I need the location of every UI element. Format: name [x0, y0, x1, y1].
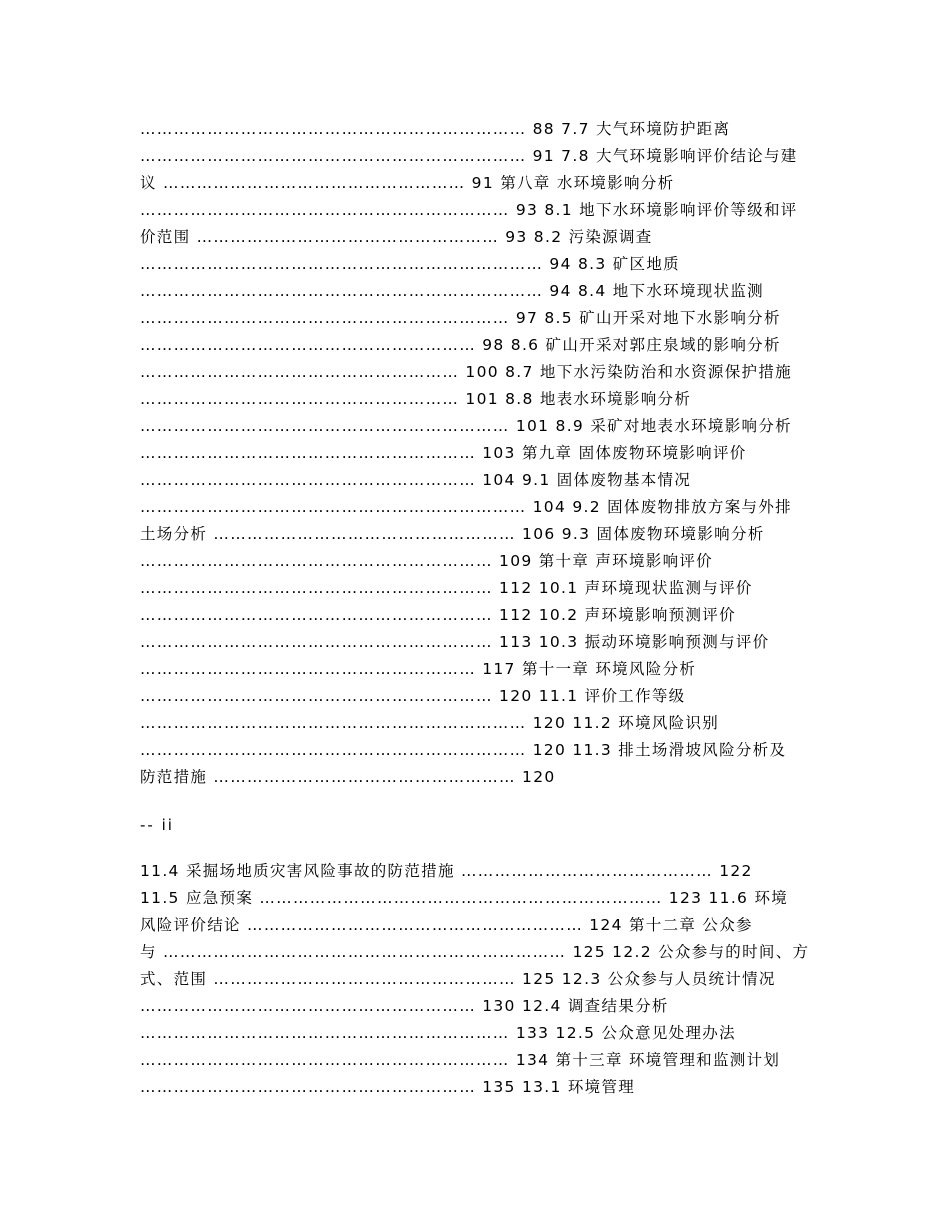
- toc-line: ………………………………………………………… 101 8.9 采矿对地表水环境影响分析: [140, 417, 792, 435]
- toc-line: …………………………………………………………… 120 11.3 排土场滑坡风险分析及: [140, 741, 787, 759]
- toc-line: 议 ……………………………………………… 91 第八章 水环境影响分析: [140, 174, 675, 192]
- toc-line: ………………………………………………………… 133 12.5 公众意见处理办法: [140, 1024, 736, 1042]
- toc-line: 11.4 采掘场地质灾害风险事故的防范措施 ……………………………………… 122: [140, 862, 753, 880]
- toc-line: …………………………………………………… 130 12.4 调查结果分析: [140, 997, 669, 1015]
- toc-line: ……………………………………………………… 120 11.1 评价工作等级: [140, 687, 686, 705]
- toc-line: ………………………………………………… 101 8.8 地表水环境影响分析: [140, 390, 692, 408]
- toc-line: …………………………………………………………… 120 11.2 环境风险识别: [140, 714, 720, 732]
- toc-line: ……………………………………………………………… 94 8.4 地下水环境现状监测: [140, 282, 764, 300]
- toc-line: ……………………………………………………… 112 10.2 声环境影响预测评价: [140, 606, 736, 624]
- toc-line: 与 ……………………………………………………………… 125 12.2 公众参与的时间、方: [140, 943, 810, 961]
- toc-line: ………………………………………………… 100 8.7 地下水污染防治和水资源保护措施: [140, 363, 792, 381]
- toc-line: ……………………………………………………… 113 10.3 振动环境影响预测与评价: [140, 633, 770, 651]
- toc-line: ………………………………………………………… 97 8.5 矿山开采对地下水影响分析: [140, 309, 781, 327]
- toc-line: …………………………………………………… 103 第九章 固体废物环境影响评价: [140, 444, 747, 462]
- toc-line: …………………………………………………………… 91 7.8 大气环境影响评价结论与建: [140, 147, 798, 165]
- toc-line: …………………………………………………… 98 8.6 矿山开采对郭庄泉域的影响分析: [140, 336, 781, 354]
- toc-line: …………………………………………………… 135 13.1 环境管理: [140, 1078, 636, 1096]
- toc-line: …………………………………………………………… 88 7.7 大气环境防护距离: [140, 120, 731, 138]
- toc-line: 土场分析 ……………………………………………… 106 9.3 固体废物环境影响分析: [140, 525, 765, 543]
- toc-line: …………………………………………………… 104 9.1 固体废物基本情况: [140, 471, 692, 489]
- toc-line: 防范措施 ……………………………………………… 120: [140, 768, 556, 786]
- toc-line: 风险评价结论 …………………………………………………… 124 第十二章 公众参: [140, 916, 753, 934]
- toc-line: ………………………………………………………… 134 第十三章 环境管理和监测计划: [140, 1051, 781, 1069]
- toc-line: 价范围 ……………………………………………… 93 8.2 污染源调查: [140, 228, 653, 246]
- toc-line: 式、范围 ……………………………………………… 125 12.3 公众参与人员统计情况: [140, 970, 776, 988]
- toc-line: …………………………………………………… 117 第十一章 环境风险分析: [140, 660, 697, 678]
- toc-line: ………………………………………………………… 93 8.1 地下水环境影响评价等级和评: [140, 201, 798, 219]
- toc-line: ……………………………………………………… 112 10.1 声环境现状监测与评价: [140, 579, 753, 597]
- page-number-marker: -- ii: [140, 816, 174, 834]
- toc-line: ……………………………………………………… 109 第十章 声环境影响评价: [140, 552, 713, 570]
- toc-line: ……………………………………………………………… 94 8.3 矿区地质: [140, 255, 680, 273]
- toc-line: …………………………………………………………… 104 9.2 固体废物排放方案与外排: [140, 498, 792, 516]
- toc-line: 11.5 应急预案 ……………………………………………………………… 123 11.6 环境: [140, 889, 789, 907]
